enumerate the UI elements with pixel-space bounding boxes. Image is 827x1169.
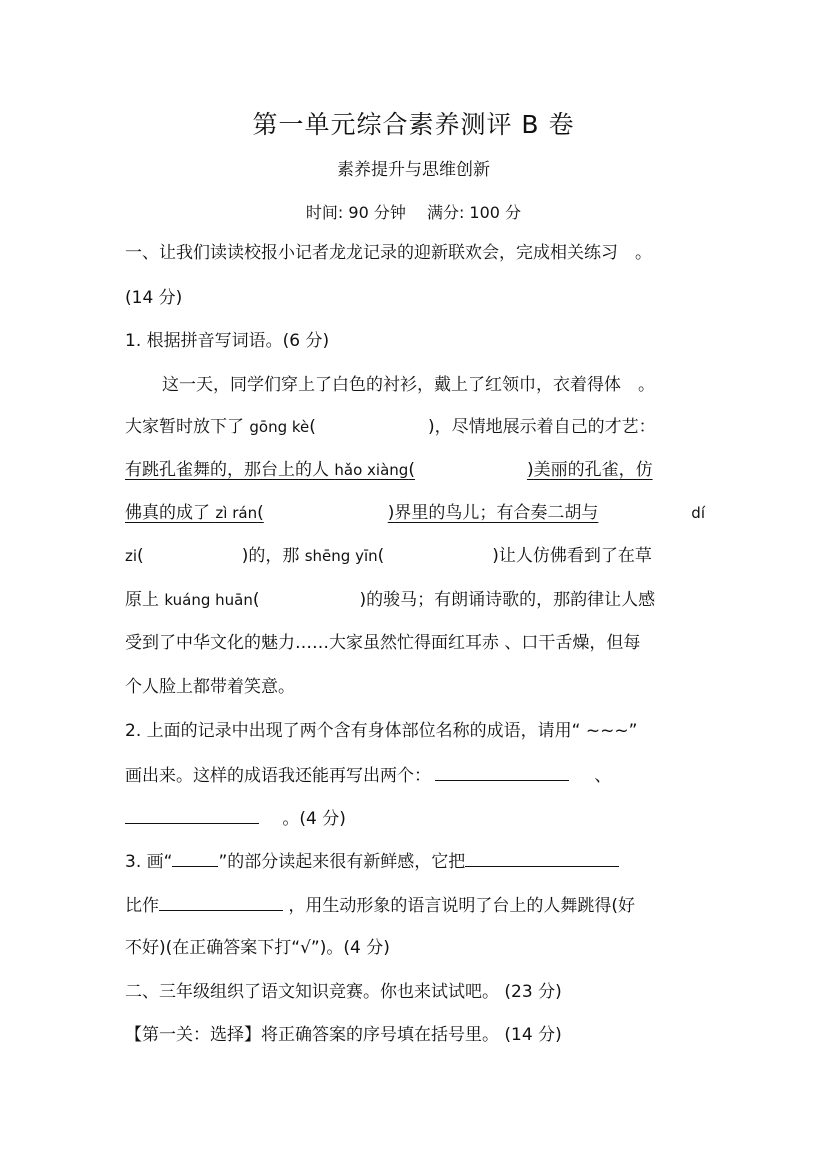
passage-line: 原上 kuáng huān( )的骏马；有朗诵诗歌的，那韵律让人感 <box>125 590 656 610</box>
page-title: 第一单元综合素养测评 B 卷 <box>252 110 575 139</box>
passage-line: 佛真的成了 zì rán( )界里的鸟儿；有合奏二胡与 dí <box>125 500 705 526</box>
passage-line: zi( )的，那 shēng yīn( )让人仿佛看到了在草 <box>125 546 652 566</box>
pinyin: shēng yīn <box>304 547 378 565</box>
q3-line: 比作 ，用生动形象的语言说明了台上的人舞跳得(好 <box>125 892 705 919</box>
passage-line: 大家暂时放下了 gōng kè( )，尽情地展示着自己的才艺： <box>125 417 656 437</box>
q2-line: 。(4 分) <box>125 805 705 832</box>
answer-blank[interactable] <box>159 892 283 911</box>
full-score: 满分: 100 分 <box>426 203 522 222</box>
section1-points: (14 分) <box>125 288 183 308</box>
pinyin: dí <box>691 504 705 522</box>
pinyin: hǎo xiàng <box>334 461 409 479</box>
section1-heading: 一、让我们读读校报小记者龙龙记录的迎新联欢会，完成相关练习 。 <box>125 243 652 263</box>
passage-line: 个人脸上都带着笑意。 <box>125 677 295 697</box>
q2-line: 2. 上面的记录中出现了两个含有身体部位名称的成语，请用“ ~~~” <box>125 721 638 741</box>
q3-line: 3. 画“ ”的部分读起来很有新鲜感，它把 <box>125 848 705 875</box>
answer-blank[interactable] <box>125 805 259 824</box>
pinyin: zi <box>125 547 138 565</box>
section2-heading: 二、三年级组织了语文知识竞赛。你也来试试吧。 (23 分) <box>125 982 562 1002</box>
level1-heading: 【第一关：选择】将正确答案的序号填在括号里。 (14 分) <box>125 1025 562 1045</box>
passage-line-underlined: 有跳孔雀舞的，那台上的人 hǎo xiàng( )美丽的孔雀，仿 <box>125 460 653 480</box>
time-limit: 时间: 90 分钟 <box>305 203 406 222</box>
pinyin: zì rán <box>215 504 258 522</box>
q3-line: 不好)(在正确答案下打“√”)。(4 分) <box>125 938 390 958</box>
passage-line: 这一天，同学们穿上了白色的衬衫，戴上了红领巾，衣着得体 。 <box>162 375 655 395</box>
q1-label: 1. 根据拼音写词语。(6 分) <box>125 331 330 351</box>
underline-sample <box>172 848 218 867</box>
pinyin: gōng kè <box>249 418 310 436</box>
exam-meta <box>0 200 827 223</box>
passage-line: 受到了中华文化的魅力……大家虽然忙得面红耳赤 、口干舌燥，但每 <box>125 633 641 653</box>
answer-blank[interactable] <box>435 762 569 781</box>
answer-blank[interactable] <box>465 848 619 867</box>
page-subtitle: 素养提升与思维创新 <box>337 160 490 180</box>
q2-line: 画出来。这样的成语我还能再写出两个： 、 <box>125 762 705 789</box>
pinyin: kuáng huān <box>164 591 253 609</box>
